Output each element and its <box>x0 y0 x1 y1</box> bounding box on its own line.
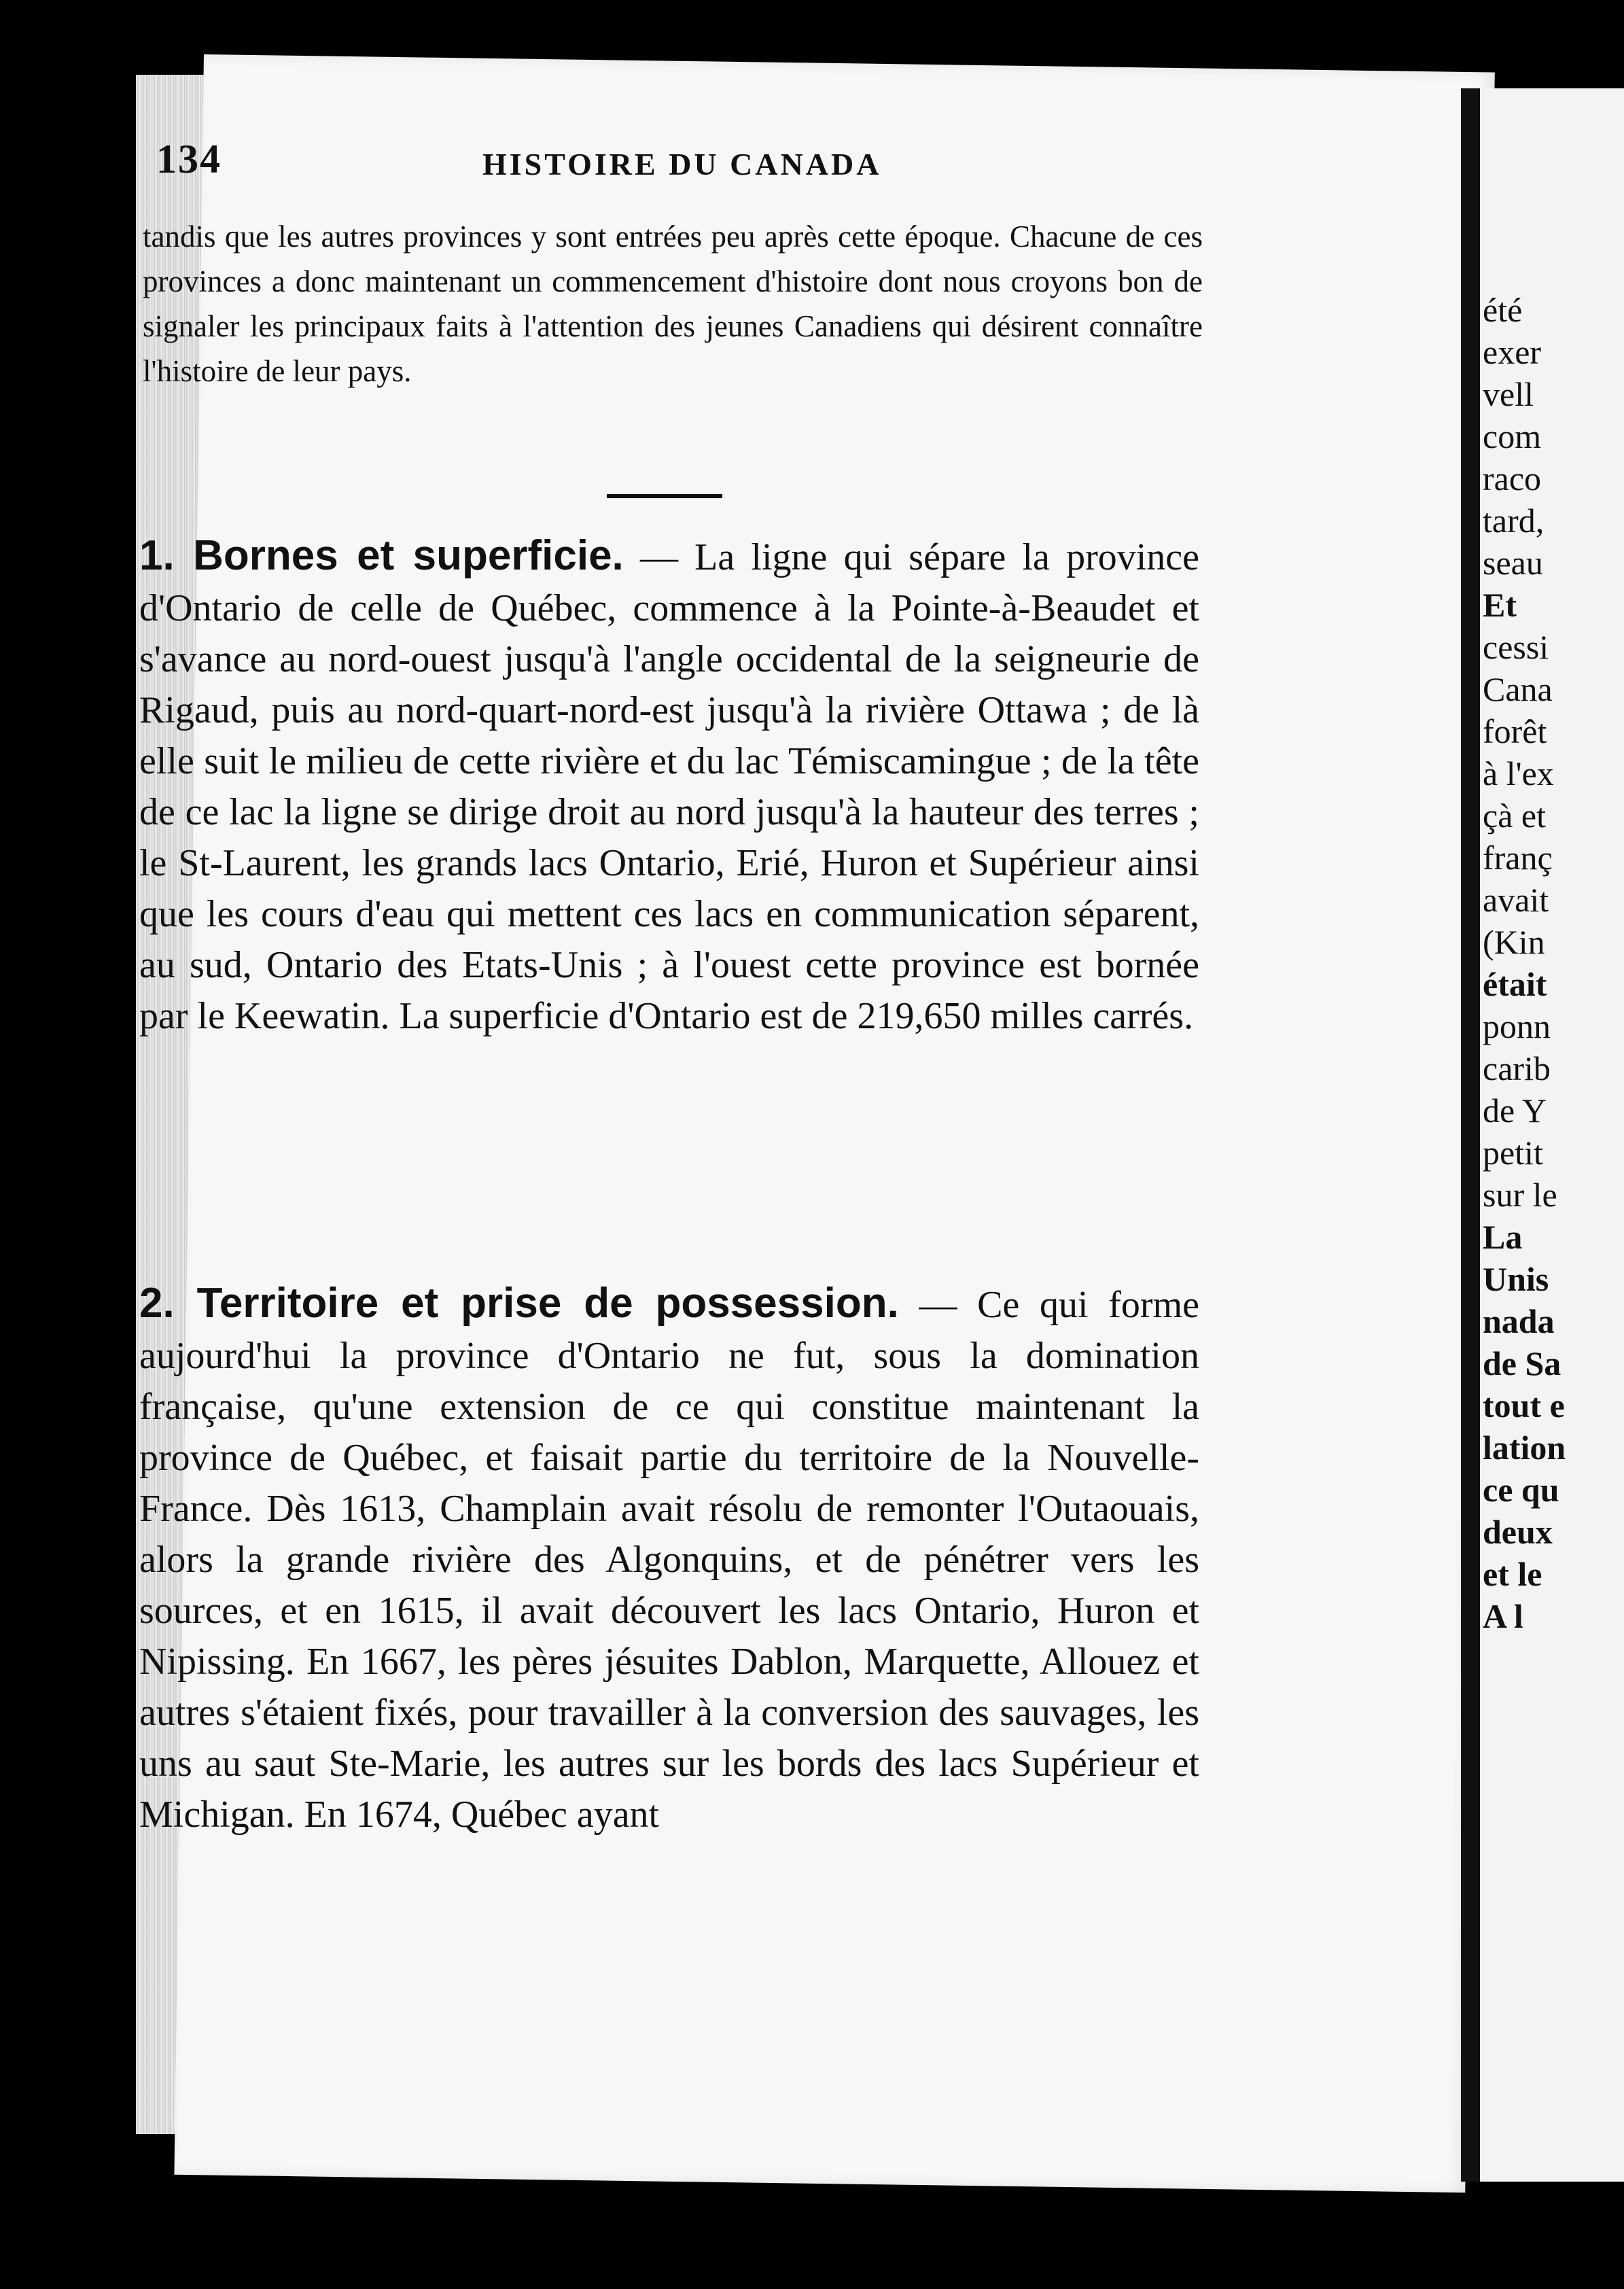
page-number: 134 <box>156 137 222 181</box>
fragment-line: petit <box>1483 1134 1543 1172</box>
fragment-line: et le <box>1483 1555 1542 1593</box>
fragment-line: ponn <box>1483 1007 1551 1045</box>
fragment-line: cessi <box>1483 628 1549 666</box>
fragment-line: était <box>1483 965 1547 1003</box>
heading-dash: — <box>898 1284 978 1326</box>
fragment-line: A l <box>1483 1597 1523 1635</box>
heading-dash: — <box>623 536 695 578</box>
running-title: HISTOIRE DU CANADA <box>482 147 882 181</box>
section-heading: 1. Bornes et superficie. <box>139 532 624 579</box>
fragment-line: La <box>1483 1218 1523 1256</box>
fragment-line: été <box>1483 291 1523 329</box>
fragment-line: tout e <box>1483 1386 1565 1425</box>
fragment-line: nada <box>1483 1302 1555 1340</box>
fragment-line: ce qu <box>1483 1471 1559 1509</box>
fragment-line: raco <box>1483 459 1542 497</box>
fragment-line: exer <box>1483 333 1542 371</box>
fragment-line: de Sa <box>1483 1344 1561 1382</box>
fragment-line: Unis <box>1483 1260 1549 1298</box>
fragment-line: de Y <box>1483 1091 1547 1130</box>
section-heading: 2. Territoire et prise de possession. <box>139 1280 899 1327</box>
fragment-line: à l'ex <box>1483 754 1554 792</box>
section-divider <box>607 494 722 498</box>
right-page-text-fragments <box>1483 289 1624 1637</box>
fragment-line: Et <box>1483 586 1517 624</box>
fragment-line: seau <box>1483 544 1543 582</box>
section-bornes-superficie <box>139 530 1199 1042</box>
fragment-line: carib <box>1483 1049 1551 1087</box>
fragment-line: sur le <box>1483 1176 1557 1214</box>
fragment-line: avait <box>1483 881 1549 919</box>
fragment-line: vell <box>1483 375 1534 413</box>
intro-paragraph: tandis que les autres provinces y sont entrées peu après cette époque. Chacune de ces provinces a donc maintenant un commencement d'histoire dont nous croyons bon de signaler les principaux faits à l'attention des jeunes Canadiens qui désirent connaître l'histoire de leur pays. <box>143 220 1203 388</box>
fragment-line: Cana <box>1483 670 1553 708</box>
fragment-line: deux <box>1483 1513 1553 1551</box>
fragment-line: (Kin <box>1483 923 1545 961</box>
section-territoire-possession <box>139 1278 1199 1840</box>
fragment-line: tard, <box>1483 502 1544 540</box>
fragment-line: forêt <box>1483 712 1547 750</box>
section-body: La ligne qui sépare la province d'Ontario de celle de Québec, commence à la Pointe-à-Beaudet et s'avance au nord-ouest jusqu'à l'angle occidental de la seigneurie de Rigaud, puis au nord-quart-nord-est jusqu'à la rivière Ottawa ; de là elle suit le milieu de cette rivière et du lac Témiscamingue ; de la tête de ce lac la ligne se dirige droit au nord jusqu'à la hauteur des terres ; le St-Laurent, les grands lacs Ontario, Erié, Huron et Supérieur ainsi que les cours d'eau qui mettent ces lacs en communication séparent, au sud, Ontario des Etats-Unis ; à l'ouest cette province est bornée par le Keewatin. La superficie d'Ontario est de 219,650 milles carrés. <box>139 536 1200 1037</box>
fragment-line: çà et <box>1483 797 1546 835</box>
fragment-line: franç <box>1483 839 1553 877</box>
fragment-line: com <box>1483 417 1542 455</box>
section-body: Ce qui forme aujourd'hui la province d'Ontario ne fut, sous la domination française, qu'une extension de ce qui constitue maintenant la province de Québec, et faisait partie du territoire de la Nouvelle-France. Dès 1613, Champlain avait résolu de remonter l'Outaouais, alors la grande rivière des Algonquins, et de pénétrer vers les sources, et en 1615, il avait découvert les lacs Ontario, Huron et Nipissing. En 1667, les pères jésuites Dablon, Marquette, Allouez et autres s'étaient fixés, pour travailler à la conversion des sauvages, les uns au saut Ste-Marie, les autres sur les bords des lacs Supérieur et Michigan. En 1674, Québec ayant <box>139 1284 1199 1836</box>
fragment-line: lation <box>1483 1429 1566 1467</box>
